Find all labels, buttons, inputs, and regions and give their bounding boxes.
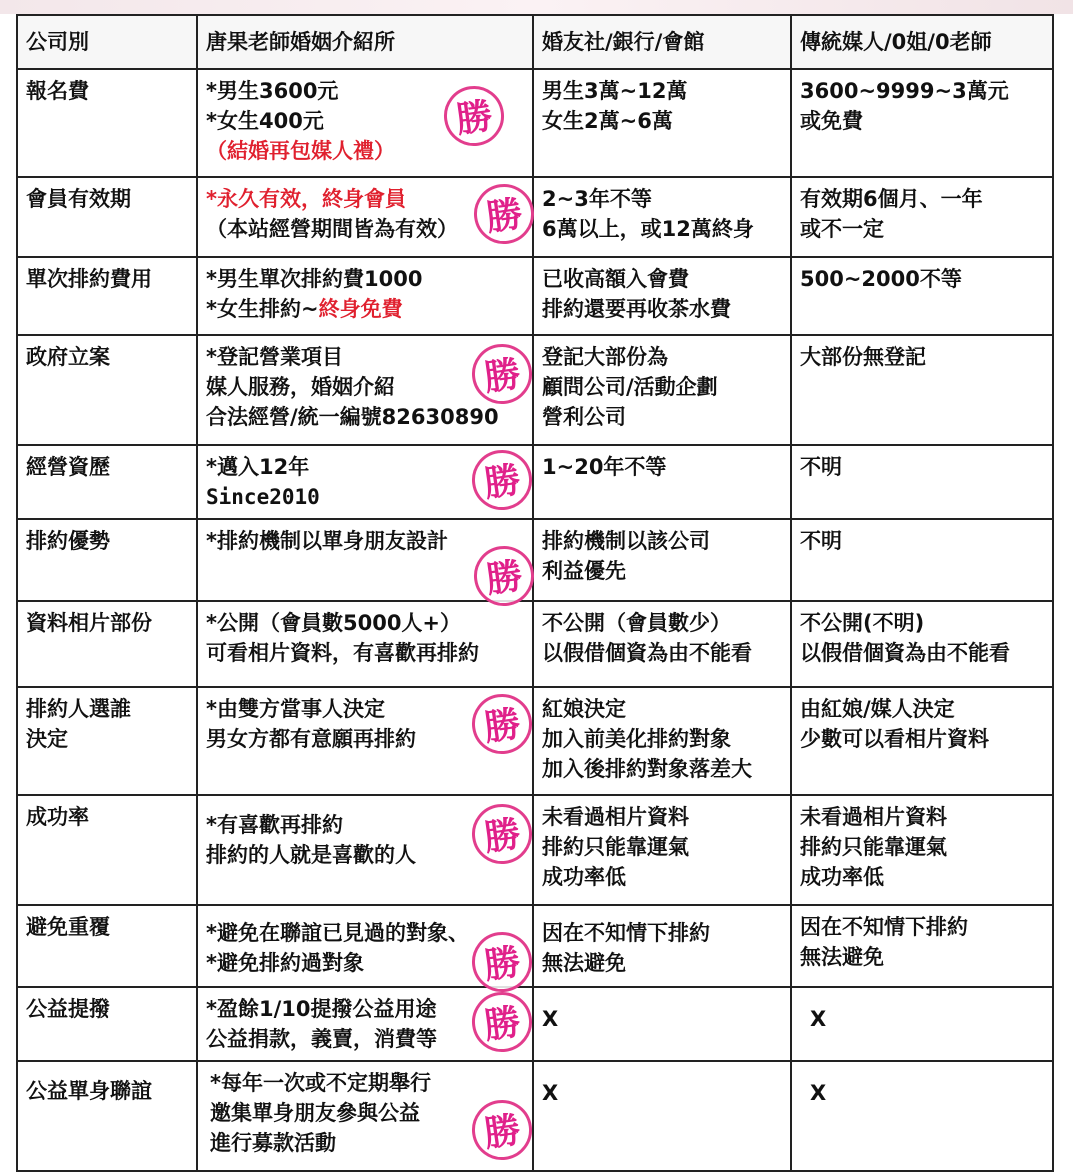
cell-line: 不公開(不明) xyxy=(800,611,925,635)
matchmaker-cell xyxy=(791,519,1053,601)
row-label xyxy=(17,335,197,445)
cell-line: 已收高額入會費 xyxy=(542,267,689,291)
agency-cell xyxy=(533,687,791,795)
row-label-text: 單次排約費用 xyxy=(26,267,152,291)
row-label-text: 公益單身聯誼 xyxy=(26,1079,152,1103)
row-label-text: 資料相片部份 xyxy=(26,611,152,635)
comparison-table-wrapper xyxy=(16,14,1052,1156)
cell-line: 邀集單身朋友參與公益 xyxy=(210,1101,420,1125)
win-stamp: 勝 xyxy=(468,446,536,514)
cell-line: 無法避免 xyxy=(800,945,884,969)
cell-line: 因在不知情下排約 xyxy=(800,915,968,939)
row-label-text: 排約優勢 xyxy=(26,529,110,553)
cell-line: *男生3600元 xyxy=(206,79,339,103)
win-stamp: 勝 xyxy=(468,1096,536,1164)
cell-line xyxy=(206,294,524,324)
tangguo-cell xyxy=(197,445,533,519)
tangguo-cell xyxy=(197,601,533,687)
cell-line: 營利公司 xyxy=(542,405,626,429)
cell-line: 或不一定 xyxy=(800,217,884,241)
row-label xyxy=(17,519,197,601)
table-row xyxy=(17,177,1053,257)
win-stamp: 勝 xyxy=(468,988,536,1056)
tangguo-cell xyxy=(197,519,533,601)
cell-line: 女生2萬~6萬 xyxy=(542,109,673,133)
cell-line: 未看過相片資料 xyxy=(542,805,689,829)
cell-line: 少數可以看相片資料 xyxy=(800,727,989,751)
cell-line: 6萬以上，或12萬終身 xyxy=(542,217,754,241)
cell-line: 有效期6個月、一年 xyxy=(800,187,983,211)
cell-line: 大部份無登記 xyxy=(800,345,926,369)
cell-line: 500~2000不等 xyxy=(800,267,962,291)
tangguo-cell xyxy=(197,257,533,335)
row-label xyxy=(17,257,197,335)
cell-line: 排約的人就是喜歡的人 xyxy=(206,843,416,867)
tangguo-cell xyxy=(197,335,533,445)
cell-line: *男生單次排約費1000 xyxy=(206,267,423,291)
cell-line: 排約只能靠運氣 xyxy=(542,835,689,859)
cell-line: *盈餘1/10提撥公益用途 xyxy=(206,997,437,1021)
matchmaker-cell xyxy=(791,687,1053,795)
cell-line: 男生3萬~12萬 xyxy=(542,79,688,103)
cell-line-highlight: （結婚再包媒人禮） xyxy=(206,139,395,163)
table-row xyxy=(17,601,1053,687)
cell-line: 進行募款活動 xyxy=(210,1131,336,1155)
tangguo-cell xyxy=(197,905,533,987)
cell-line: Since2010 xyxy=(206,485,320,509)
row-label xyxy=(17,987,197,1061)
agency-cell xyxy=(533,987,791,1061)
cell-line: *避免排約過對象 xyxy=(206,951,364,975)
cell-line: *避免在聯誼已見過的對象、 xyxy=(206,921,469,945)
cell-line: 不明 xyxy=(800,529,842,553)
row-label xyxy=(17,601,197,687)
win-stamp: 勝 xyxy=(440,82,508,150)
table-row xyxy=(17,445,1053,519)
agency-cell xyxy=(533,335,791,445)
table-row xyxy=(17,987,1053,1061)
row-label xyxy=(17,177,197,257)
table-row xyxy=(17,905,1053,987)
header-dating-agency: 婚友社/銀行/會館 xyxy=(533,15,791,69)
cell-line: X xyxy=(542,1007,559,1031)
table-header-row xyxy=(17,15,1053,69)
cell-line: *有喜歡再排約 xyxy=(206,813,343,837)
cell-line: *登記營業項目 xyxy=(206,345,343,369)
cell-line: *每年一次或不定期舉行 xyxy=(210,1071,431,1095)
agency-cell xyxy=(533,601,791,687)
cell-line: 排約只能靠運氣 xyxy=(800,835,947,859)
matchmaker-cell xyxy=(791,177,1053,257)
table-row xyxy=(17,69,1053,177)
cell-line: *邁入12年 xyxy=(206,455,310,479)
cell-text: *女生排約~ xyxy=(206,297,319,321)
row-label-text: 避免重覆 xyxy=(26,915,110,939)
agency-cell xyxy=(533,519,791,601)
row-label-text: 經營資歷 xyxy=(26,455,110,479)
matchmaker-cell xyxy=(791,1061,1053,1171)
cell-line: 成功率低 xyxy=(542,865,626,889)
header-company-type: 公司別 xyxy=(17,15,197,69)
cell-line: 未看過相片資料 xyxy=(800,805,947,829)
cell-line: 加入後排約對象落差大 xyxy=(542,757,752,781)
matchmaker-cell xyxy=(791,257,1053,335)
cell-line: 2~3年不等 xyxy=(542,187,652,211)
cell-line: 公益捐款，義賣，消費等 xyxy=(206,1027,437,1051)
cell-line: 排約機制以該公司 xyxy=(542,529,710,553)
table-row xyxy=(17,335,1053,445)
agency-cell xyxy=(533,445,791,519)
row-label-text: 報名費 xyxy=(26,79,89,103)
row-label xyxy=(17,1061,197,1171)
cell-line: 利益優先 xyxy=(542,559,626,583)
matchmaker-cell xyxy=(791,795,1053,905)
cell-line: 以假借個資為由不能看 xyxy=(542,641,752,665)
agency-cell xyxy=(533,1061,791,1171)
cell-line: *由雙方當事人決定 xyxy=(206,697,385,721)
cell-line: 合法經營/統一編號82630890 xyxy=(206,405,499,429)
tangguo-cell xyxy=(197,795,533,905)
win-stamp: 勝 xyxy=(468,800,536,868)
table-row xyxy=(17,795,1053,905)
cell-line: 無法避免 xyxy=(542,951,626,975)
agency-cell xyxy=(533,177,791,257)
cell-line: 可看相片資料，有喜歡再排約 xyxy=(206,641,479,665)
cell-line: 因在不知情下排約 xyxy=(542,921,710,945)
matchmaker-cell xyxy=(791,69,1053,177)
tangguo-cell xyxy=(197,69,533,177)
cell-line: 成功率低 xyxy=(800,865,884,889)
cell-line: 不明 xyxy=(800,455,842,479)
row-label-text: 決定 xyxy=(26,727,68,751)
matchmaker-cell xyxy=(791,905,1053,987)
cell-line: *女生400元 xyxy=(206,109,324,133)
win-stamp: 勝 xyxy=(470,542,538,610)
cell-line: 排約還要再收茶水費 xyxy=(542,297,731,321)
cell-line: 男女方都有意願再排約 xyxy=(206,727,416,751)
cell-line: 以假借個資為由不能看 xyxy=(800,641,1010,665)
row-label-text: 成功率 xyxy=(26,805,89,829)
tangguo-cell xyxy=(197,687,533,795)
agency-cell xyxy=(533,795,791,905)
matchmaker-cell xyxy=(791,601,1053,687)
matchmaker-cell xyxy=(791,445,1053,519)
row-label xyxy=(17,445,197,519)
win-stamp: 勝 xyxy=(468,928,536,996)
row-label xyxy=(17,795,197,905)
agency-cell xyxy=(533,69,791,177)
win-stamp: 勝 xyxy=(468,690,536,758)
cell-line: 紅娘決定 xyxy=(542,697,626,721)
cell-line: 由紅娘/媒人決定 xyxy=(800,697,955,721)
agency-cell xyxy=(533,905,791,987)
cell-line: （本站經營期間皆為有效） xyxy=(206,217,458,241)
row-label-text: 政府立案 xyxy=(26,345,110,369)
cell-line: 顧問公司/活動企劃 xyxy=(542,375,718,399)
win-stamp: 勝 xyxy=(470,180,538,248)
header-tangguo: 唐果老師婚姻介紹所 xyxy=(197,15,533,69)
cell-line: *排約機制以單身朋友設計 xyxy=(206,529,448,553)
table-row xyxy=(17,519,1053,601)
row-label xyxy=(17,905,197,987)
row-label-text: 公益提撥 xyxy=(26,997,110,1021)
win-stamp: 勝 xyxy=(468,340,536,408)
cell-line: 不公開（會員數少） xyxy=(542,611,731,635)
tangguo-cell xyxy=(197,1061,533,1171)
cell-line: 加入前美化排約對象 xyxy=(542,727,731,751)
row-label xyxy=(17,69,197,177)
table-row xyxy=(17,687,1053,795)
cell-line: 登記大部份為 xyxy=(542,345,668,369)
header-traditional-matchmaker: 傳統媒人/0姐/0老師 xyxy=(791,15,1053,69)
row-label-text: 排約人選誰 xyxy=(26,697,131,721)
tangguo-cell xyxy=(197,987,533,1061)
comparison-table xyxy=(16,14,1054,1172)
row-label xyxy=(17,687,197,795)
cell-line: X xyxy=(810,1081,827,1105)
cell-text-highlight: 終身免費 xyxy=(318,297,403,321)
table-row xyxy=(17,1061,1053,1171)
cell-line: 1~20年不等 xyxy=(542,455,667,479)
matchmaker-cell xyxy=(791,987,1053,1061)
cell-line: 或免費 xyxy=(800,109,863,133)
row-label-text: 會員有效期 xyxy=(26,187,131,211)
matchmaker-cell xyxy=(791,335,1053,445)
cell-line: X xyxy=(542,1081,559,1105)
tangguo-cell xyxy=(197,177,533,257)
cell-line: *公開（會員數5000人+） xyxy=(206,611,462,635)
top-decoration-strip xyxy=(0,0,1073,14)
cell-line: X xyxy=(810,1007,827,1031)
table-row xyxy=(17,257,1053,335)
cell-line-highlight: *永久有效，終身會員 xyxy=(206,187,406,211)
cell-line: 3600~9999~3萬元 xyxy=(800,79,1009,103)
agency-cell xyxy=(533,257,791,335)
cell-line: 媒人服務，婚姻介紹 xyxy=(206,375,395,399)
